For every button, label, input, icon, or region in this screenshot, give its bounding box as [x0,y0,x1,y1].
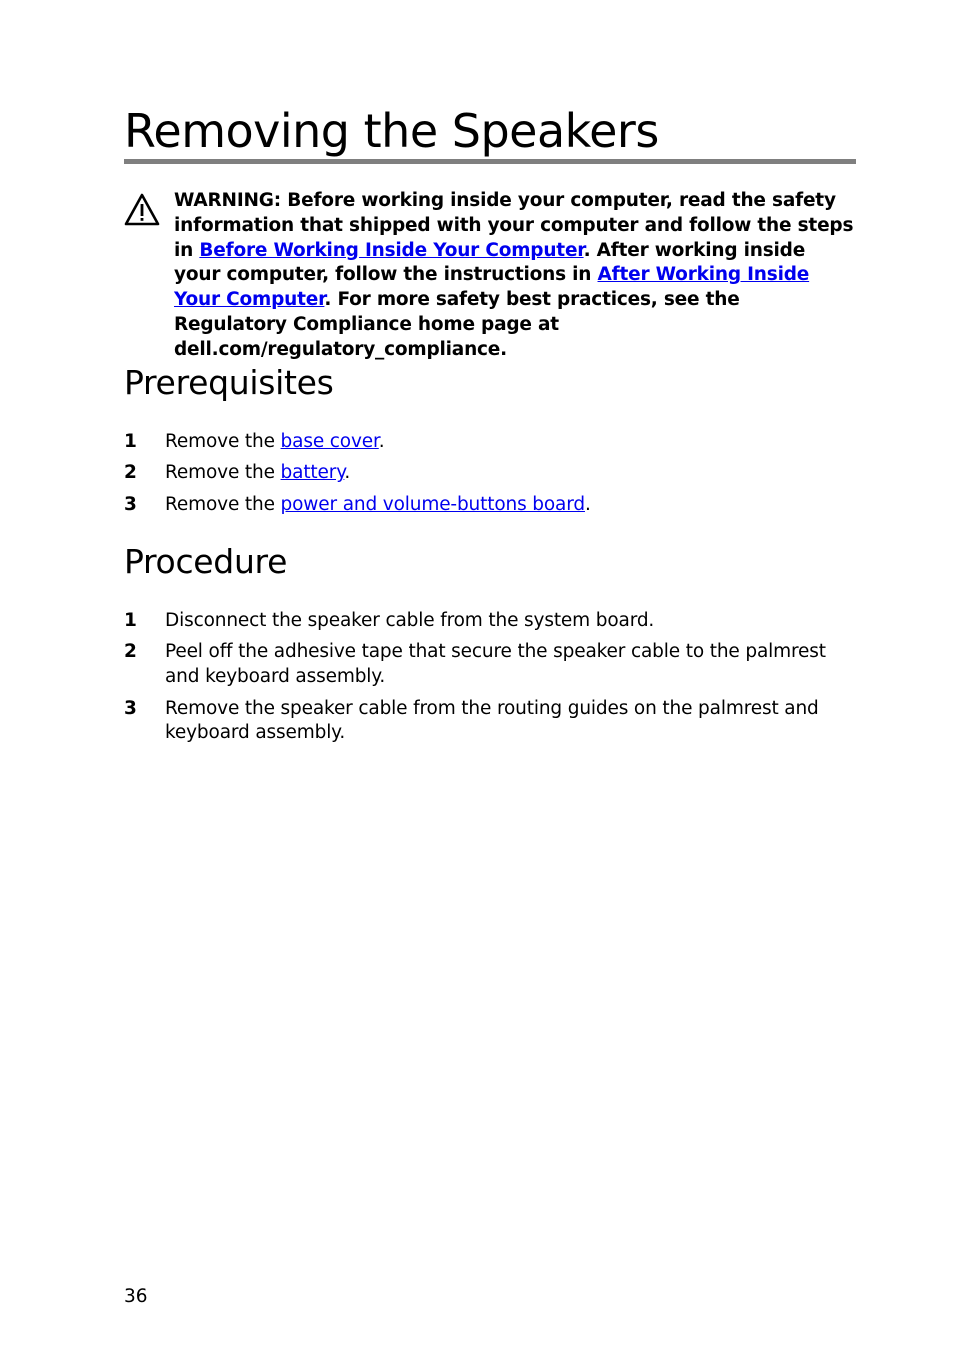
step-prefix: Remove the [165,462,281,484]
step-prefix: Remove the [165,493,281,515]
prerequisite-step [124,461,856,486]
step-number: 1 [124,431,137,452]
step-text [165,430,856,455]
warning-text-part: . After working inside your computer, follow the instructions in [174,239,806,286]
step-number: 2 [124,641,137,663]
procedure-list [124,609,856,753]
document-page [124,0,856,1366]
page-title: Removing the Speakers [124,104,659,158]
step-suffix: . [344,462,351,484]
step-number: 2 [124,462,137,484]
warning-text-part: WARNING: Before working inside your computer, read the safety information that shipped with your computer and follow the steps in [174,190,854,261]
step-suffix: . [584,493,591,515]
prerequisites-list [124,430,856,524]
step-text [165,461,856,486]
procedure-step [124,697,856,747]
step-number: 1 [124,610,137,631]
page-number: 36 [124,1286,148,1307]
power-volume-buttons-board-link[interactable]: power and volume-buttons board [280,493,585,515]
step-text [165,493,856,518]
procedure-step [124,609,856,634]
prerequisite-step [124,430,856,455]
step-text: Remove the speaker cable from the routing guides on the palmrest and keyboard assembly. [165,697,819,744]
prerequisite-step [124,493,856,518]
before-working-link[interactable]: Before Working Inside Your Computer [199,239,584,261]
step-prefix: Remove the [165,431,281,452]
step-number: 3 [124,493,137,515]
procedure-step [124,640,856,690]
base-cover-link[interactable]: base cover [280,431,379,452]
warning-text-part: . For more safety best practices, see the Regulatory Compliance home page at dell.com/regulatory_compliance. [174,289,740,360]
step-text: Peel off the adhesive tape that secure the speaker cable to the palmrest and keyboard assembly. [165,641,826,688]
warning-triangle-icon [124,193,160,227]
step-number: 3 [124,697,137,719]
battery-link[interactable]: battery [280,462,345,484]
step-suffix: . [378,431,385,452]
prerequisites-heading: Prerequisites [124,363,334,402]
warning-text [174,189,856,363]
after-working-link[interactable]: After Working Inside Your Computer [174,264,810,311]
title-underline-rule [124,159,856,164]
step-text: Disconnect the speaker cable from the system board. [165,610,655,631]
procedure-heading: Procedure [124,542,288,581]
